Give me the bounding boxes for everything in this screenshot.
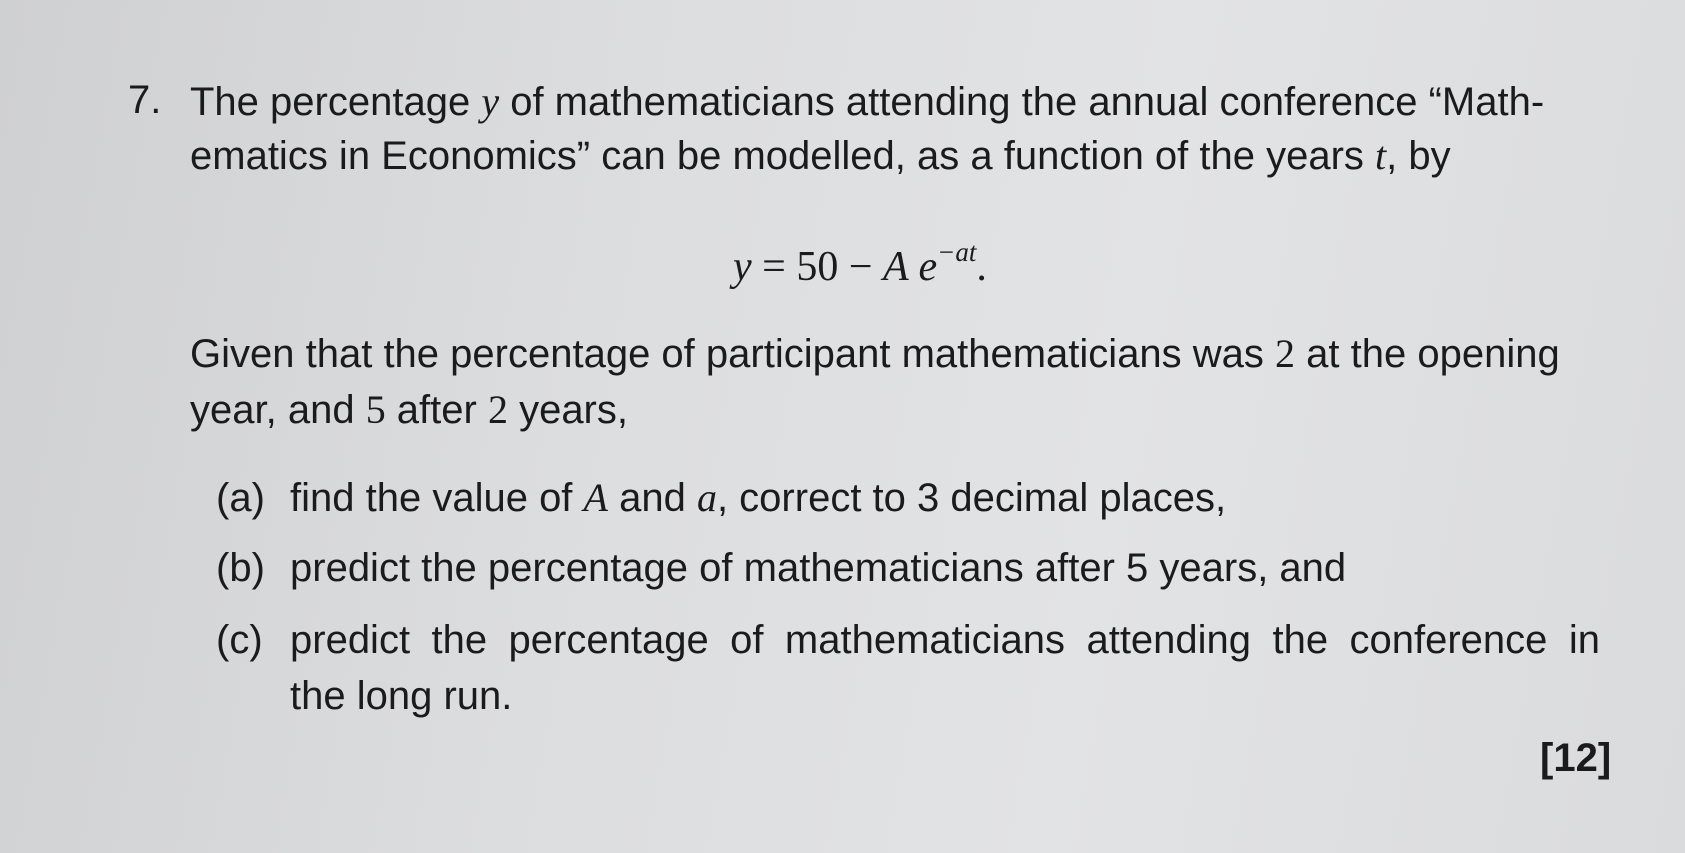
given-line-2	[190, 382, 1610, 438]
variable-A: A	[583, 475, 608, 520]
formula-e: e	[907, 244, 938, 290]
variable-y: y	[481, 79, 500, 124]
given-text: year, and	[190, 388, 366, 432]
marks-total: [12]	[1540, 736, 1612, 780]
part-a-label: (a)	[216, 476, 265, 520]
part-a-text-segment: find the value of	[290, 476, 584, 520]
part-a-text	[290, 470, 1226, 526]
given-text: after	[385, 388, 488, 432]
intro-text: of mathematicians attending the annual conference “Math-	[499, 80, 1545, 124]
given-line-1	[190, 326, 1610, 382]
part-a-text-segment: and	[607, 476, 697, 520]
formula-period: .	[976, 244, 987, 290]
formula-exponent: −at	[937, 237, 977, 267]
question-intro-line-1	[190, 74, 1610, 130]
intro-text: , by	[1386, 134, 1451, 178]
part-b-label: (b)	[216, 546, 265, 590]
given-text: at the opening	[1295, 332, 1560, 376]
part-c-text-line-1: predict the percentage of mathematicians attending the conference in	[290, 618, 1600, 662]
variable-a: a	[696, 475, 717, 520]
formula-A: A	[883, 244, 908, 290]
model-formula	[733, 228, 987, 295]
given-number: 2	[487, 387, 508, 432]
intro-text: The percentage	[190, 80, 482, 124]
part-b-text: predict the percentage of mathematicians after 5 years, and	[290, 546, 1347, 590]
formula-y: y	[733, 244, 752, 290]
given-number: 2	[1275, 331, 1296, 376]
part-a-text-segment: , correct to 3 decimal places,	[716, 476, 1227, 520]
given-number: 5	[365, 387, 386, 432]
formula-mid: = 50 −	[751, 244, 884, 290]
variable-t: t	[1375, 133, 1387, 178]
intro-text: ematics in Economics” can be modelled, as a function of the years	[190, 134, 1376, 178]
question-number: 7.	[128, 78, 162, 122]
given-text: years,	[507, 388, 628, 432]
question-intro-line-2	[190, 128, 1610, 184]
part-c-text-line-2: the long run.	[290, 674, 513, 718]
part-c-label: (c)	[216, 618, 263, 662]
given-text: Given that the percentage of participant mathematicians was	[190, 332, 1276, 376]
